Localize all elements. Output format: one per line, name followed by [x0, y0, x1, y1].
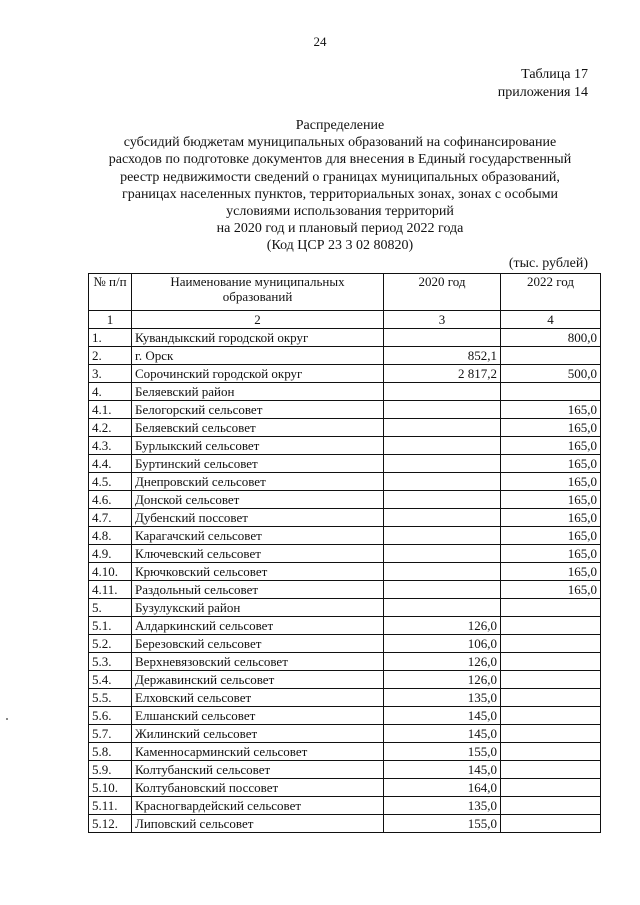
row-number: 4.8. [89, 527, 132, 545]
page-number: 24 [313, 34, 327, 49]
title-line: границах населенных пунктов, территориальных зонах, зонах с особыми [121, 186, 558, 202]
title-line: реестр недвижимости сведений о границах муниципальных образований, [120, 169, 560, 185]
table-row [89, 707, 601, 725]
row-number: 2. [89, 347, 132, 365]
row-number: 5.12. [89, 815, 132, 833]
row-value-2020: 164,0 [384, 779, 501, 797]
row-number: 5.9. [89, 761, 132, 779]
row-number: 4.5. [89, 473, 132, 491]
row-value-2020: 106,0 [384, 635, 501, 653]
row-number: 4.9. [89, 545, 132, 563]
row-number: 4.2. [89, 419, 132, 437]
table-ref-line: Таблица 17 [521, 67, 588, 82]
row-name: г. Орск [132, 347, 384, 365]
row-value-2022 [501, 761, 601, 779]
row-value-2020 [384, 599, 501, 617]
document-title [60, 117, 620, 255]
row-value-2020: 126,0 [384, 653, 501, 671]
row-name: Колтубанский сельсовет [132, 761, 384, 779]
scan-speck [6, 718, 8, 720]
row-value-2022 [501, 815, 601, 833]
row-value-2020: 155,0 [384, 815, 501, 833]
row-name: Карагачский сельсовет [132, 527, 384, 545]
row-value-2020 [384, 437, 501, 455]
row-name: Верхневязовский сельсовет [132, 653, 384, 671]
row-value-2020: 135,0 [384, 797, 501, 815]
row-number: 5.7. [89, 725, 132, 743]
table-row [89, 455, 601, 473]
row-value-2020 [384, 329, 501, 347]
table-row [89, 653, 601, 671]
row-name: Алдаркинский сельсовет [132, 617, 384, 635]
table-body [89, 329, 601, 833]
row-value-2020 [384, 527, 501, 545]
row-value-2022 [501, 653, 601, 671]
row-value-2020: 145,0 [384, 761, 501, 779]
title-line: расходов по подготовке документов для внесения в Единый государственный [108, 152, 572, 168]
row-number: 4. [89, 383, 132, 401]
row-value-2022: 165,0 [501, 563, 601, 581]
row-number: 4.1. [89, 401, 132, 419]
column-number: 2 [132, 311, 384, 329]
title-line: условиями использования территорий [226, 204, 454, 220]
row-name: Буртинский сельсовет [132, 455, 384, 473]
column-number: 4 [501, 311, 601, 329]
table-row [89, 473, 601, 491]
row-value-2020: 135,0 [384, 689, 501, 707]
table-row [89, 635, 601, 653]
table-row [89, 743, 601, 761]
row-number: 4.7. [89, 509, 132, 527]
header-name: Наименование муниципальных образований [132, 274, 384, 311]
row-number: 5.8. [89, 743, 132, 761]
table-row [89, 797, 601, 815]
row-value-2020 [384, 401, 501, 419]
row-name: Донской сельсовет [132, 491, 384, 509]
title-line: на 2020 год и плановый период 2022 года [216, 221, 464, 237]
row-name: Ключевский сельсовет [132, 545, 384, 563]
row-value-2020 [384, 419, 501, 437]
row-name: Березовский сельсовет [132, 635, 384, 653]
header-2020: 2020 год [384, 274, 501, 311]
row-value-2022 [501, 707, 601, 725]
header-num: № п/п [89, 274, 132, 311]
table-row [89, 815, 601, 833]
table-row [89, 563, 601, 581]
row-value-2022: 800,0 [501, 329, 601, 347]
column-number-row [89, 311, 601, 329]
row-name: Елховский сельсовет [132, 689, 384, 707]
row-value-2022: 165,0 [501, 401, 601, 419]
row-name: Беляевский район [132, 383, 384, 401]
table-row [89, 347, 601, 365]
row-name: Белогорский сельсовет [132, 401, 384, 419]
title-line: (Код ЦСР 23 3 02 80820) [266, 238, 414, 254]
row-name: Бурлыкский сельсовет [132, 437, 384, 455]
row-value-2020: 852,1 [384, 347, 501, 365]
row-value-2022 [501, 743, 601, 761]
table-row [89, 545, 601, 563]
row-name: Днепровский сельсовет [132, 473, 384, 491]
row-number: 4.6. [89, 491, 132, 509]
table-row [89, 329, 601, 347]
row-value-2020 [384, 545, 501, 563]
row-name: Крючковский сельсовет [132, 563, 384, 581]
row-number: 3. [89, 365, 132, 383]
row-value-2022: 165,0 [501, 437, 601, 455]
row-name: Беляевский сельсовет [132, 419, 384, 437]
row-value-2022: 165,0 [501, 527, 601, 545]
row-number: 5.3. [89, 653, 132, 671]
row-value-2022 [501, 617, 601, 635]
row-value-2020 [384, 473, 501, 491]
row-name: Бузулукский район [132, 599, 384, 617]
table-row [89, 761, 601, 779]
row-number: 5.11. [89, 797, 132, 815]
row-value-2020 [384, 491, 501, 509]
row-name: Державинский сельсовет [132, 671, 384, 689]
row-value-2020: 145,0 [384, 725, 501, 743]
table-reference [498, 66, 588, 102]
table-row [89, 365, 601, 383]
row-name: Кувандыкский городской округ [132, 329, 384, 347]
table-row [89, 671, 601, 689]
row-value-2022 [501, 689, 601, 707]
title-line: Распределение [295, 118, 385, 133]
column-number: 3 [384, 311, 501, 329]
table-row [89, 599, 601, 617]
row-number: 4.10. [89, 563, 132, 581]
table-row [89, 617, 601, 635]
table-row [89, 401, 601, 419]
row-number: 4.4. [89, 455, 132, 473]
table-row [89, 491, 601, 509]
row-name: Дубенский поссовет [132, 509, 384, 527]
units-label: (тыс. рублей) [508, 256, 588, 271]
table-row [89, 509, 601, 527]
row-value-2022: 165,0 [501, 545, 601, 563]
row-value-2020 [384, 383, 501, 401]
subsidy-table [88, 273, 601, 833]
row-number: 5.1. [89, 617, 132, 635]
row-name: Елшанский сельсовет [132, 707, 384, 725]
row-value-2022: 165,0 [501, 491, 601, 509]
table-row [89, 779, 601, 797]
row-value-2022 [501, 671, 601, 689]
row-value-2020: 126,0 [384, 671, 501, 689]
column-number: 1 [89, 311, 132, 329]
row-value-2020 [384, 509, 501, 527]
row-value-2020: 126,0 [384, 617, 501, 635]
row-value-2022 [501, 779, 601, 797]
row-value-2020 [384, 455, 501, 473]
row-value-2020: 155,0 [384, 743, 501, 761]
row-number: 4.11. [89, 581, 132, 599]
row-name: Раздольный сельсовет [132, 581, 384, 599]
table-row [89, 725, 601, 743]
table-header-row [89, 274, 601, 311]
row-value-2022 [501, 383, 601, 401]
row-number: 5.6. [89, 707, 132, 725]
row-value-2022: 165,0 [501, 455, 601, 473]
row-value-2022 [501, 599, 601, 617]
row-value-2022 [501, 635, 601, 653]
row-number: 1. [89, 329, 132, 347]
row-value-2020: 2 817,2 [384, 365, 501, 383]
table-row [89, 689, 601, 707]
row-name: Красногвардейский сельсовет [132, 797, 384, 815]
table-row [89, 383, 601, 401]
row-value-2020: 145,0 [384, 707, 501, 725]
row-value-2022: 165,0 [501, 419, 601, 437]
row-value-2022 [501, 347, 601, 365]
row-name: Каменносарминский сельсовет [132, 743, 384, 761]
row-value-2020 [384, 563, 501, 581]
row-number: 5. [89, 599, 132, 617]
row-number: 4.3. [89, 437, 132, 455]
row-number: 5.10. [89, 779, 132, 797]
row-value-2022: 165,0 [501, 473, 601, 491]
table-row [89, 419, 601, 437]
row-value-2020 [384, 581, 501, 599]
header-2022: 2022 год [501, 274, 601, 311]
row-name: Липовский сельсовет [132, 815, 384, 833]
row-value-2022: 165,0 [501, 509, 601, 527]
row-value-2022: 500,0 [501, 365, 601, 383]
row-value-2022 [501, 797, 601, 815]
row-number: 5.2. [89, 635, 132, 653]
title-line: субсидий бюджетам муниципальных образований на софинансирование [123, 135, 557, 151]
row-name: Жилинский сельсовет [132, 725, 384, 743]
table-row [89, 437, 601, 455]
row-value-2022 [501, 725, 601, 743]
table-ref-line: приложения 14 [497, 85, 588, 100]
row-name: Колтубановский поссовет [132, 779, 384, 797]
row-number: 5.5. [89, 689, 132, 707]
row-number: 5.4. [89, 671, 132, 689]
row-name: Сорочинский городской округ [132, 365, 384, 383]
table-row [89, 527, 601, 545]
row-value-2022: 165,0 [501, 581, 601, 599]
table-row [89, 581, 601, 599]
